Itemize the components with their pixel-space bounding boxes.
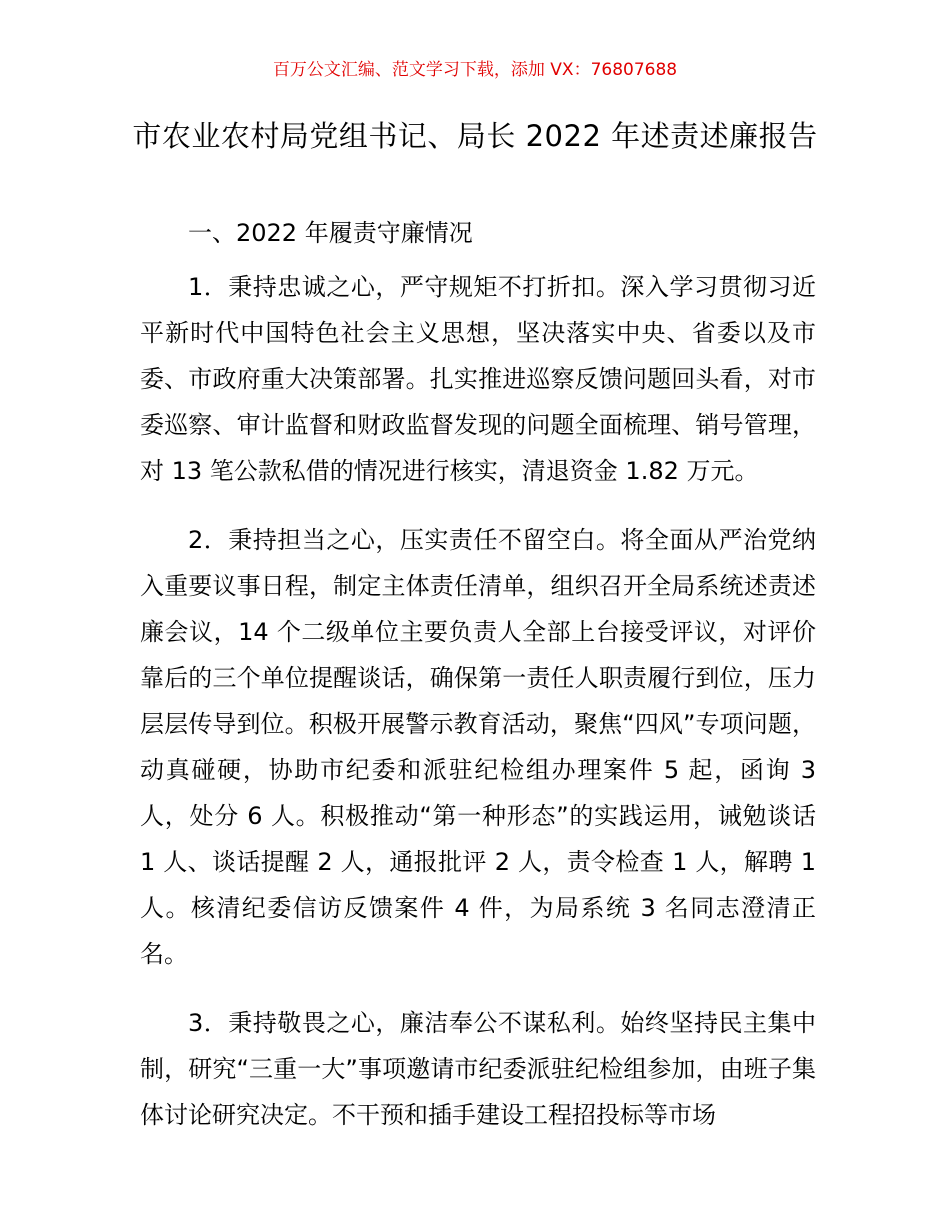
paragraph-2: 2．秉持担当之心，压实责任不留空白。将全面从严治党纳入重要议事日程，制定主体责任清单，组织召开全局系统述责述廉会议，14 个二级单位主要负责人全部上台接受评议，对评价靠后的三个单位提醒谈话，确保第一责任人职责履行到位，压力层层传导到位。积极开展警示教育活动，聚焦“四风”专项问题，动真碰硬，协助市纪委和派驻纪检组办理案件 5 起，函询 3 人，处分 6 人。积极推动“第一种形态”的实践运用，诫勉谈话 1 人、谈话提醒 2 人，通报批评 2 人，责令检查 1 人，解聘 1 人。核清纪委信访反馈案件 4 件，为局系统 3 名同志澄清正名。: [140, 526, 816, 968]
document-body: [140, 210, 816, 1161]
paragraph-3: 3．秉持敬畏之心，廉洁奉公不谋私利。始终坚持民主集中制，研究“三重一大”事项邀请市纪委派驻纪检组参加，由班子集体讨论研究决定。不干预和插手建设工程招投标等市场: [140, 1009, 816, 1129]
document-title: 市农业农村局党组书记、局长 2022 年述责述廉报告: [132, 119, 818, 153]
watermark-header: 百万公文汇编、范文学习下载，添加 VX：76807688: [272, 60, 678, 80]
paragraph-1: 1．秉持忠诚之心，严守规矩不打折扣。深入学习贯彻习近平新时代中国特色社会主义思想，坚决落实中央、省委以及市委、市政府重大决策部署。扎实推进巡察反馈问题回头看，对市委巡察、审计监督和财政监督发现的问题全面梳理、销号管理，对 13 笔公款私借的情况进行核实，清退资金 1.82 万元。: [140, 273, 816, 485]
section-heading: 一、2022 年履责守廉情况: [188, 219, 473, 247]
